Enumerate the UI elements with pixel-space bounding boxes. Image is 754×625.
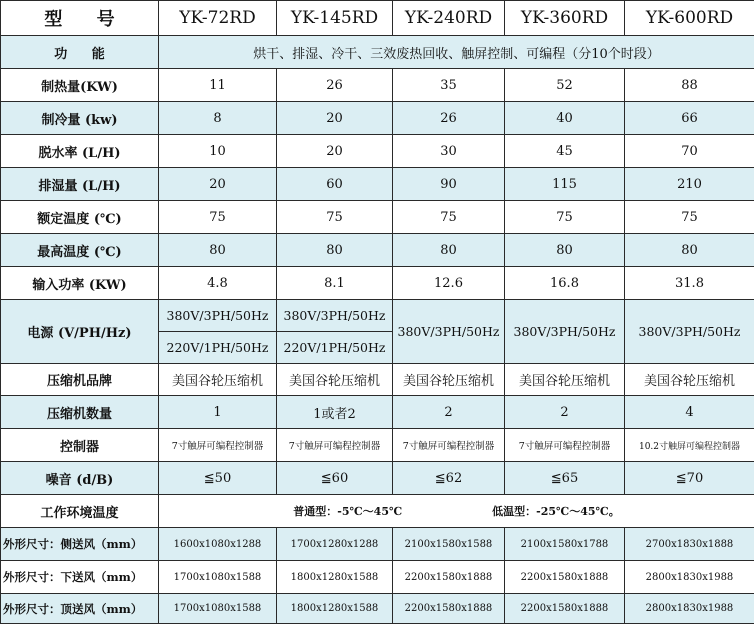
cell: 11 (159, 69, 277, 102)
cell: 2 (505, 396, 625, 429)
env-normal: 普通型：-5℃～45℃ (293, 505, 403, 518)
cell: 80 (505, 234, 625, 267)
cell: 1 (159, 396, 277, 429)
cell: 1700x1080x1588 (159, 594, 277, 624)
row-label: 压缩机品牌 (1, 364, 159, 396)
cell: 75 (393, 201, 505, 234)
cell: 20 (277, 135, 393, 168)
cell: 80 (393, 234, 505, 267)
row-label: 排湿量 (L/H) (1, 168, 159, 201)
cell: 1600x1080x1288 (159, 528, 277, 561)
cell: 115 (505, 168, 625, 201)
cell: 35 (393, 69, 505, 102)
row-label: 控制器 (1, 429, 159, 462)
cell: 2 (393, 396, 505, 429)
table-row (1, 594, 754, 624)
model-header-label: 型 号 (1, 1, 159, 36)
row-label: 外形尺寸：下送风（mm） (1, 561, 159, 594)
cell: 4.8 (159, 267, 277, 300)
cell: 75 (159, 201, 277, 234)
model-name: YK-72RD (159, 1, 277, 36)
table-row (1, 201, 754, 234)
cell: 75 (505, 201, 625, 234)
table-row (1, 528, 754, 561)
cell: 2100x1580x1788 (505, 528, 625, 561)
cell: 1800x1280x1588 (277, 594, 393, 624)
cell: 美国谷轮压缩机 (505, 364, 625, 396)
cell: 美国谷轮压缩机 (159, 364, 277, 396)
cell: 1700x1280x1288 (277, 528, 393, 561)
row-label: 外形尺寸：侧送风（mm） (1, 528, 159, 561)
table-row (1, 462, 754, 495)
cell: 8.1 (277, 267, 393, 300)
cell: 75 (277, 201, 393, 234)
model-name: YK-600RD (625, 1, 754, 36)
cell: 220V/1PH/50Hz (159, 332, 277, 364)
table-row (1, 102, 754, 135)
cell: 4 (625, 396, 754, 429)
cell: 52 (505, 69, 625, 102)
cell: 26 (393, 102, 505, 135)
cell: 10.2寸触屏可编程控制器 (625, 429, 754, 462)
cell: 12.6 (393, 267, 505, 300)
table-row (1, 396, 754, 429)
cell: 70 (625, 135, 754, 168)
cell: 7寸触屏可编程控制器 (505, 429, 625, 462)
cell: 60 (277, 168, 393, 201)
cell: ≦70 (625, 462, 754, 495)
cell: 80 (277, 234, 393, 267)
cell: 210 (625, 168, 754, 201)
cell: 16.8 (505, 267, 625, 300)
row-label: 最高温度 (℃) (1, 234, 159, 267)
cell: 2200x1580x1888 (505, 594, 625, 624)
cell: 1800x1280x1588 (277, 561, 393, 594)
cell: 20 (277, 102, 393, 135)
cell: 1700x1080x1588 (159, 561, 277, 594)
env-low: 低温型：-25℃～45℃。 (492, 505, 620, 518)
table-row (1, 364, 754, 396)
table-row (1, 429, 754, 462)
cell: 380V/3PH/50Hz (277, 300, 393, 332)
cell: 10 (159, 135, 277, 168)
cell: 2200x1580x1888 (393, 594, 505, 624)
table-row (1, 135, 754, 168)
cell: 2700x1830x1888 (625, 528, 754, 561)
table-row (1, 168, 754, 201)
row-label: 外形尺寸：顶送风（mm） (1, 594, 159, 624)
cell: 2200x1580x1888 (393, 561, 505, 594)
row-label: 额定温度 (℃) (1, 201, 159, 234)
cell: 7寸触屏可编程控制器 (159, 429, 277, 462)
cell: 8 (159, 102, 277, 135)
cell: 美国谷轮压缩机 (277, 364, 393, 396)
cell: 7寸触屏可编程控制器 (393, 429, 505, 462)
cell: 2800x1830x1988 (625, 561, 754, 594)
cell: ≦50 (159, 462, 277, 495)
cell: 2800x1830x1988 (625, 594, 754, 624)
function-value: 烘干、排湿、冷干、三效废热回收、触屏控制、可编程（分10个时段） (159, 36, 754, 69)
cell: 20 (159, 168, 277, 201)
table-row (1, 561, 754, 594)
cell: 88 (625, 69, 754, 102)
row-label: 制热量(KW) (1, 69, 159, 102)
row-label: 脱水率 (L/H) (1, 135, 159, 168)
env-row (1, 495, 754, 528)
table-row (1, 267, 754, 300)
row-label: 电源 (V/PH/Hz) (1, 300, 159, 364)
cell: 1或者2 (277, 396, 393, 429)
cell: 90 (393, 168, 505, 201)
model-name: YK-240RD (393, 1, 505, 36)
cell: 80 (625, 234, 754, 267)
model-name: YK-360RD (505, 1, 625, 36)
row-label: 噪音 (d/B) (1, 462, 159, 495)
cell: ≦62 (393, 462, 505, 495)
power-row-top (1, 300, 754, 332)
cell: 美国谷轮压缩机 (625, 364, 754, 396)
cell: 2200x1580x1888 (505, 561, 625, 594)
env-value (159, 495, 754, 528)
cell: 美国谷轮压缩机 (393, 364, 505, 396)
cell: 30 (393, 135, 505, 168)
cell: 40 (505, 102, 625, 135)
cell: 380V/3PH/50Hz (159, 300, 277, 332)
row-label: 输入功率 (KW) (1, 267, 159, 300)
cell: 66 (625, 102, 754, 135)
function-row (1, 36, 754, 69)
table-row (1, 234, 754, 267)
cell: 380V/3PH/50Hz (625, 300, 754, 364)
cell: 380V/3PH/50Hz (505, 300, 625, 364)
cell: 75 (625, 201, 754, 234)
cell: 220V/1PH/50Hz (277, 332, 393, 364)
header-row (1, 1, 754, 36)
cell: ≦60 (277, 462, 393, 495)
table-row (1, 69, 754, 102)
cell: 31.8 (625, 267, 754, 300)
row-label: 压缩机数量 (1, 396, 159, 429)
model-name: YK-145RD (277, 1, 393, 36)
cell: 380V/3PH/50Hz (393, 300, 505, 364)
cell: 80 (159, 234, 277, 267)
row-label: 功 能 (1, 36, 159, 69)
cell: 7寸触屏可编程控制器 (277, 429, 393, 462)
row-label: 制冷量 (kw) (1, 102, 159, 135)
cell: ≦65 (505, 462, 625, 495)
row-label: 工作环境温度 (1, 495, 159, 528)
cell: 2100x1580x1588 (393, 528, 505, 561)
cell: 26 (277, 69, 393, 102)
cell: 45 (505, 135, 625, 168)
